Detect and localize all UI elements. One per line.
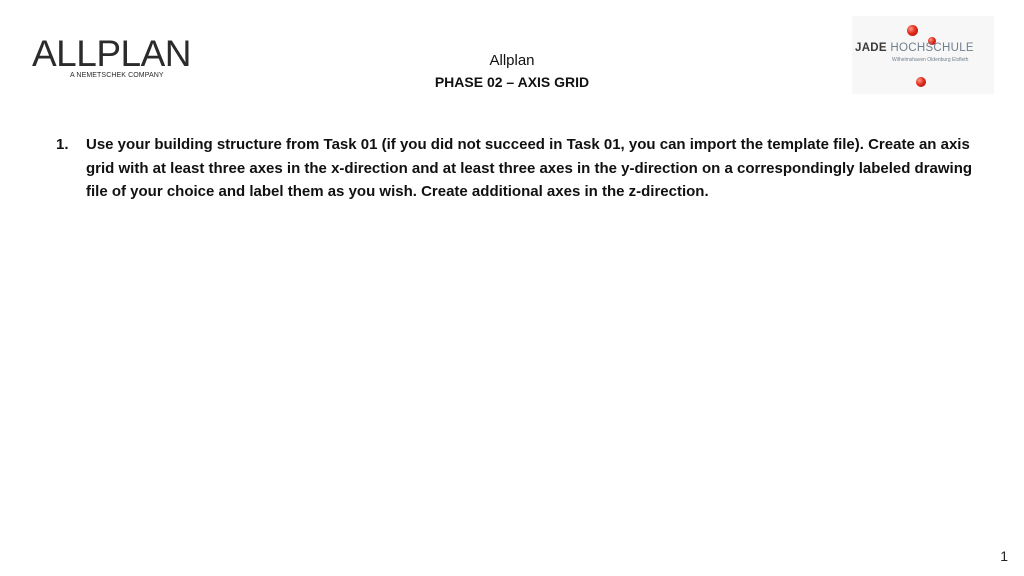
app-title: Allplan (489, 52, 535, 69)
allplan-tagline: A NEMETSCHEK COMPANY (70, 72, 164, 79)
logo-dot-icon (916, 77, 926, 87)
page-number: 1 (1000, 548, 1008, 564)
task-number: 1. (56, 136, 69, 153)
task-text: Use your building structure from Task 01 (if you did not succeed in Task 01, you can import the template file). Create an axis grid with at least three axes in the x-direction and at least three axes in the y-direction on a correspondingly labeled drawing file of your choice and label them as you wish. Create additional axes in the z-direction. (86, 136, 973, 200)
allplan-logo (32, 33, 191, 79)
task-list-item (56, 133, 976, 204)
allplan-wordmark: ALLPLAN (32, 33, 191, 74)
phase-title: PHASE 02 – AXIS GRID (434, 74, 590, 90)
jade-word-part2: HOCHSCHULE (890, 42, 974, 54)
slide-header (312, 51, 712, 93)
logo-dot-icon (907, 25, 918, 36)
jade-word-part1: JADE (855, 42, 887, 54)
jade-hochschule-logo (852, 16, 994, 94)
jade-tagline: Wilhelmshaven Oldenburg Elsfleth (892, 57, 969, 63)
jade-wordmark (855, 42, 974, 54)
